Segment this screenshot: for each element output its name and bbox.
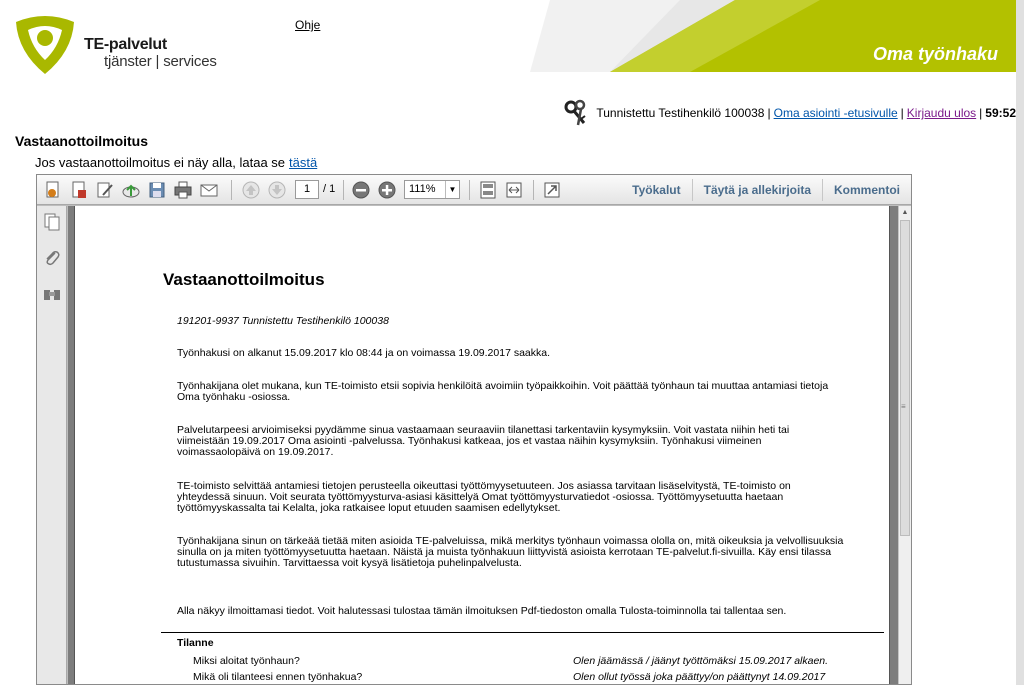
toolbar-separator xyxy=(533,180,534,200)
help-link[interactable]: Ohje xyxy=(295,18,321,32)
document-paragraph: yhteydessä sinuun. Voit seurata työttömyysturva-asiasi käsittelyä Omat työttömyysturvatiedot -osiossa. Työttömyysetuutta haetaan xyxy=(177,491,784,503)
chevron-down-icon: ▼ xyxy=(445,181,459,198)
session-timer: 59:52 xyxy=(985,106,1016,120)
pages-icon[interactable] xyxy=(42,212,62,232)
document-paragraph: Työnhakijana olet mukana, kun TE-toimisto etsii sopivia henkilöitä avoimiin työpaikkoihin. Voit päättää työnhaun tai muuttaa antamiasi tietoja xyxy=(177,380,829,392)
toolbar-separator xyxy=(231,180,232,200)
vertical-scrollbar[interactable] xyxy=(898,206,911,685)
tools-menu[interactable]: Työkalut xyxy=(632,183,681,197)
export-pdf-icon[interactable] xyxy=(69,180,89,200)
navigation-pane xyxy=(37,206,67,685)
zoom-in-icon[interactable] xyxy=(377,180,397,200)
document-paragraph: tutustumassa sivuihin. Tarvittaessa voit kysyä lisätietoja puhelinpalvelusta. xyxy=(177,557,522,569)
save-icon[interactable] xyxy=(147,180,167,200)
document-paragraph: Työnhakusi on alkanut 15.09.2017 klo 08:44 ja on voimassa 19.09.2017 saakka. xyxy=(177,347,551,359)
download-link[interactable]: tästä xyxy=(289,155,318,170)
document-paragraph: Alla näkyy ilmoittamasi tiedot. Voit halutessasi tulostaa tämän ilmoituksen Pdf-tiedoston omalla Tulosta-toiminnolla tai tallentaa sen. xyxy=(177,605,787,617)
window-edge xyxy=(1016,0,1024,685)
scroll-up-icon[interactable]: ▲ xyxy=(901,209,909,216)
answer-text: Olen jäämässä / jäänyt työttömäksi 15.09.2017 alkaen. xyxy=(573,655,829,667)
pdf-toolbar xyxy=(37,175,911,205)
authenticated-user: Tunnistettu Testihenkilö 100038 xyxy=(596,106,765,120)
email-icon[interactable] xyxy=(199,180,219,200)
toolbar-menu xyxy=(621,175,911,205)
binoculars-icon[interactable] xyxy=(42,284,62,304)
full-screen-icon[interactable] xyxy=(542,180,562,200)
zoom-select[interactable] xyxy=(404,180,460,199)
answer-text: Olen ollut työssä joka päättyy/on päättynyt 14.09.2017 xyxy=(573,671,826,683)
page-number-input[interactable]: 1 xyxy=(295,180,319,199)
document-paragraph: työttömyyskassalta tai Kelalta, joka ratkaisee loput etuuden saamisen edellytykset. xyxy=(177,502,561,514)
document-paragraph: sinulla on ja miten työttömyysetuutta haetaan. Näistä ja muista työnhakuun liittyvistä asioista kerrotaan TE-palvelut.fi-sivuilla. Käy ensi tilassa xyxy=(177,546,832,558)
upload-cloud-icon[interactable] xyxy=(121,180,141,200)
document-paragraph: TE-toimisto selvittää antamiesi tietojen perusteella oikeuttasi työttömyysetuuteen. Jos asiassa tarvitaan lisäselvitystä, TE-toimisto on xyxy=(177,480,791,492)
separator: | xyxy=(979,106,983,120)
toolbar-separator xyxy=(343,180,344,200)
download-hint-text: Jos vastaanottoilmoitus ei näy alla, lataa se xyxy=(35,155,286,170)
keys-icon xyxy=(562,99,592,127)
logo-title: TE-palvelut xyxy=(84,36,167,53)
list-item xyxy=(193,655,883,668)
comment-menu[interactable]: Kommentoi xyxy=(822,179,911,201)
separator: | xyxy=(767,106,771,120)
fit-page-icon[interactable] xyxy=(478,180,498,200)
fit-width-icon[interactable] xyxy=(504,180,524,200)
question-text: Miksi aloitat työnhaun? xyxy=(193,655,300,667)
list-item xyxy=(193,671,883,684)
zoom-value: 111% xyxy=(409,183,436,195)
zoom-out-icon[interactable] xyxy=(351,180,371,200)
scroll-grip-icon: ≡ xyxy=(901,402,906,411)
section-divider xyxy=(161,632,884,633)
separator: | xyxy=(900,106,904,120)
document-paragraph: Työnhakijana sinun on tärkeää tietää miten asioida TE-palveluissa, mikä merkitys työnhaun voimassa ololla on, mitä oikeuksia ja velvollisuuksia xyxy=(177,535,844,547)
user-bar xyxy=(562,100,1016,126)
attachment-icon[interactable] xyxy=(42,248,62,268)
section-title: Tilanne xyxy=(177,637,214,649)
brand-banner xyxy=(490,0,1016,72)
page-title: Vastaanottoilmoitus xyxy=(15,133,149,149)
page-total: / 1 xyxy=(323,183,336,195)
edit-pdf-icon[interactable] xyxy=(95,180,115,200)
te-palvelut-logo[interactable] xyxy=(12,12,232,76)
download-hint xyxy=(35,155,317,170)
document-area[interactable] xyxy=(68,206,898,685)
question-text: Mikä oli tilanteesi ennen työnhakua? xyxy=(193,671,363,683)
logout-link[interactable]: Kirjaudu ulos xyxy=(906,106,977,120)
document-page xyxy=(74,206,890,685)
print-icon[interactable] xyxy=(173,180,193,200)
next-page-icon[interactable] xyxy=(267,180,287,200)
banner-title: Oma työnhaku xyxy=(872,44,998,64)
toolbar-separator xyxy=(469,180,470,200)
document-paragraph: Palvelutarpeesi arvioimiseksi pyydämme sinua vastaamaan seuraaviin tilanettasi tarkentaviin kysymyksiin. Voit vastata niihin heti tai xyxy=(177,424,790,436)
document-paragraph: Oma työnhaku -osiossa. xyxy=(177,391,291,403)
previous-page-icon[interactable] xyxy=(241,180,261,200)
logo-mark-icon xyxy=(12,12,78,76)
home-link[interactable]: Oma asiointi -etusivulle xyxy=(773,106,898,120)
fill-sign-menu[interactable]: Täytä ja allekirjoita xyxy=(692,179,822,201)
document-paragraph: voimassaolopäivä on 19.09.2017. xyxy=(177,446,334,458)
document-id-line: 191201-9937 Tunnistettu Testihenkilö 100038 xyxy=(177,315,389,327)
document-heading: Vastaanottoilmoitus xyxy=(163,270,325,289)
pdf-viewer xyxy=(36,174,912,685)
logo-subtitle: tjänster | services xyxy=(104,53,217,70)
create-pdf-icon[interactable] xyxy=(43,180,63,200)
document-paragraph: viimeistään 19.09.2017 Oma asiointi -palvelussa. Työnhakusi katkeaa, jos et vastaa näihin kysymyksiin. Työnhakusi viimeinen xyxy=(177,435,762,447)
site-header xyxy=(0,0,1016,78)
scrollbar-thumb[interactable] xyxy=(900,220,910,536)
